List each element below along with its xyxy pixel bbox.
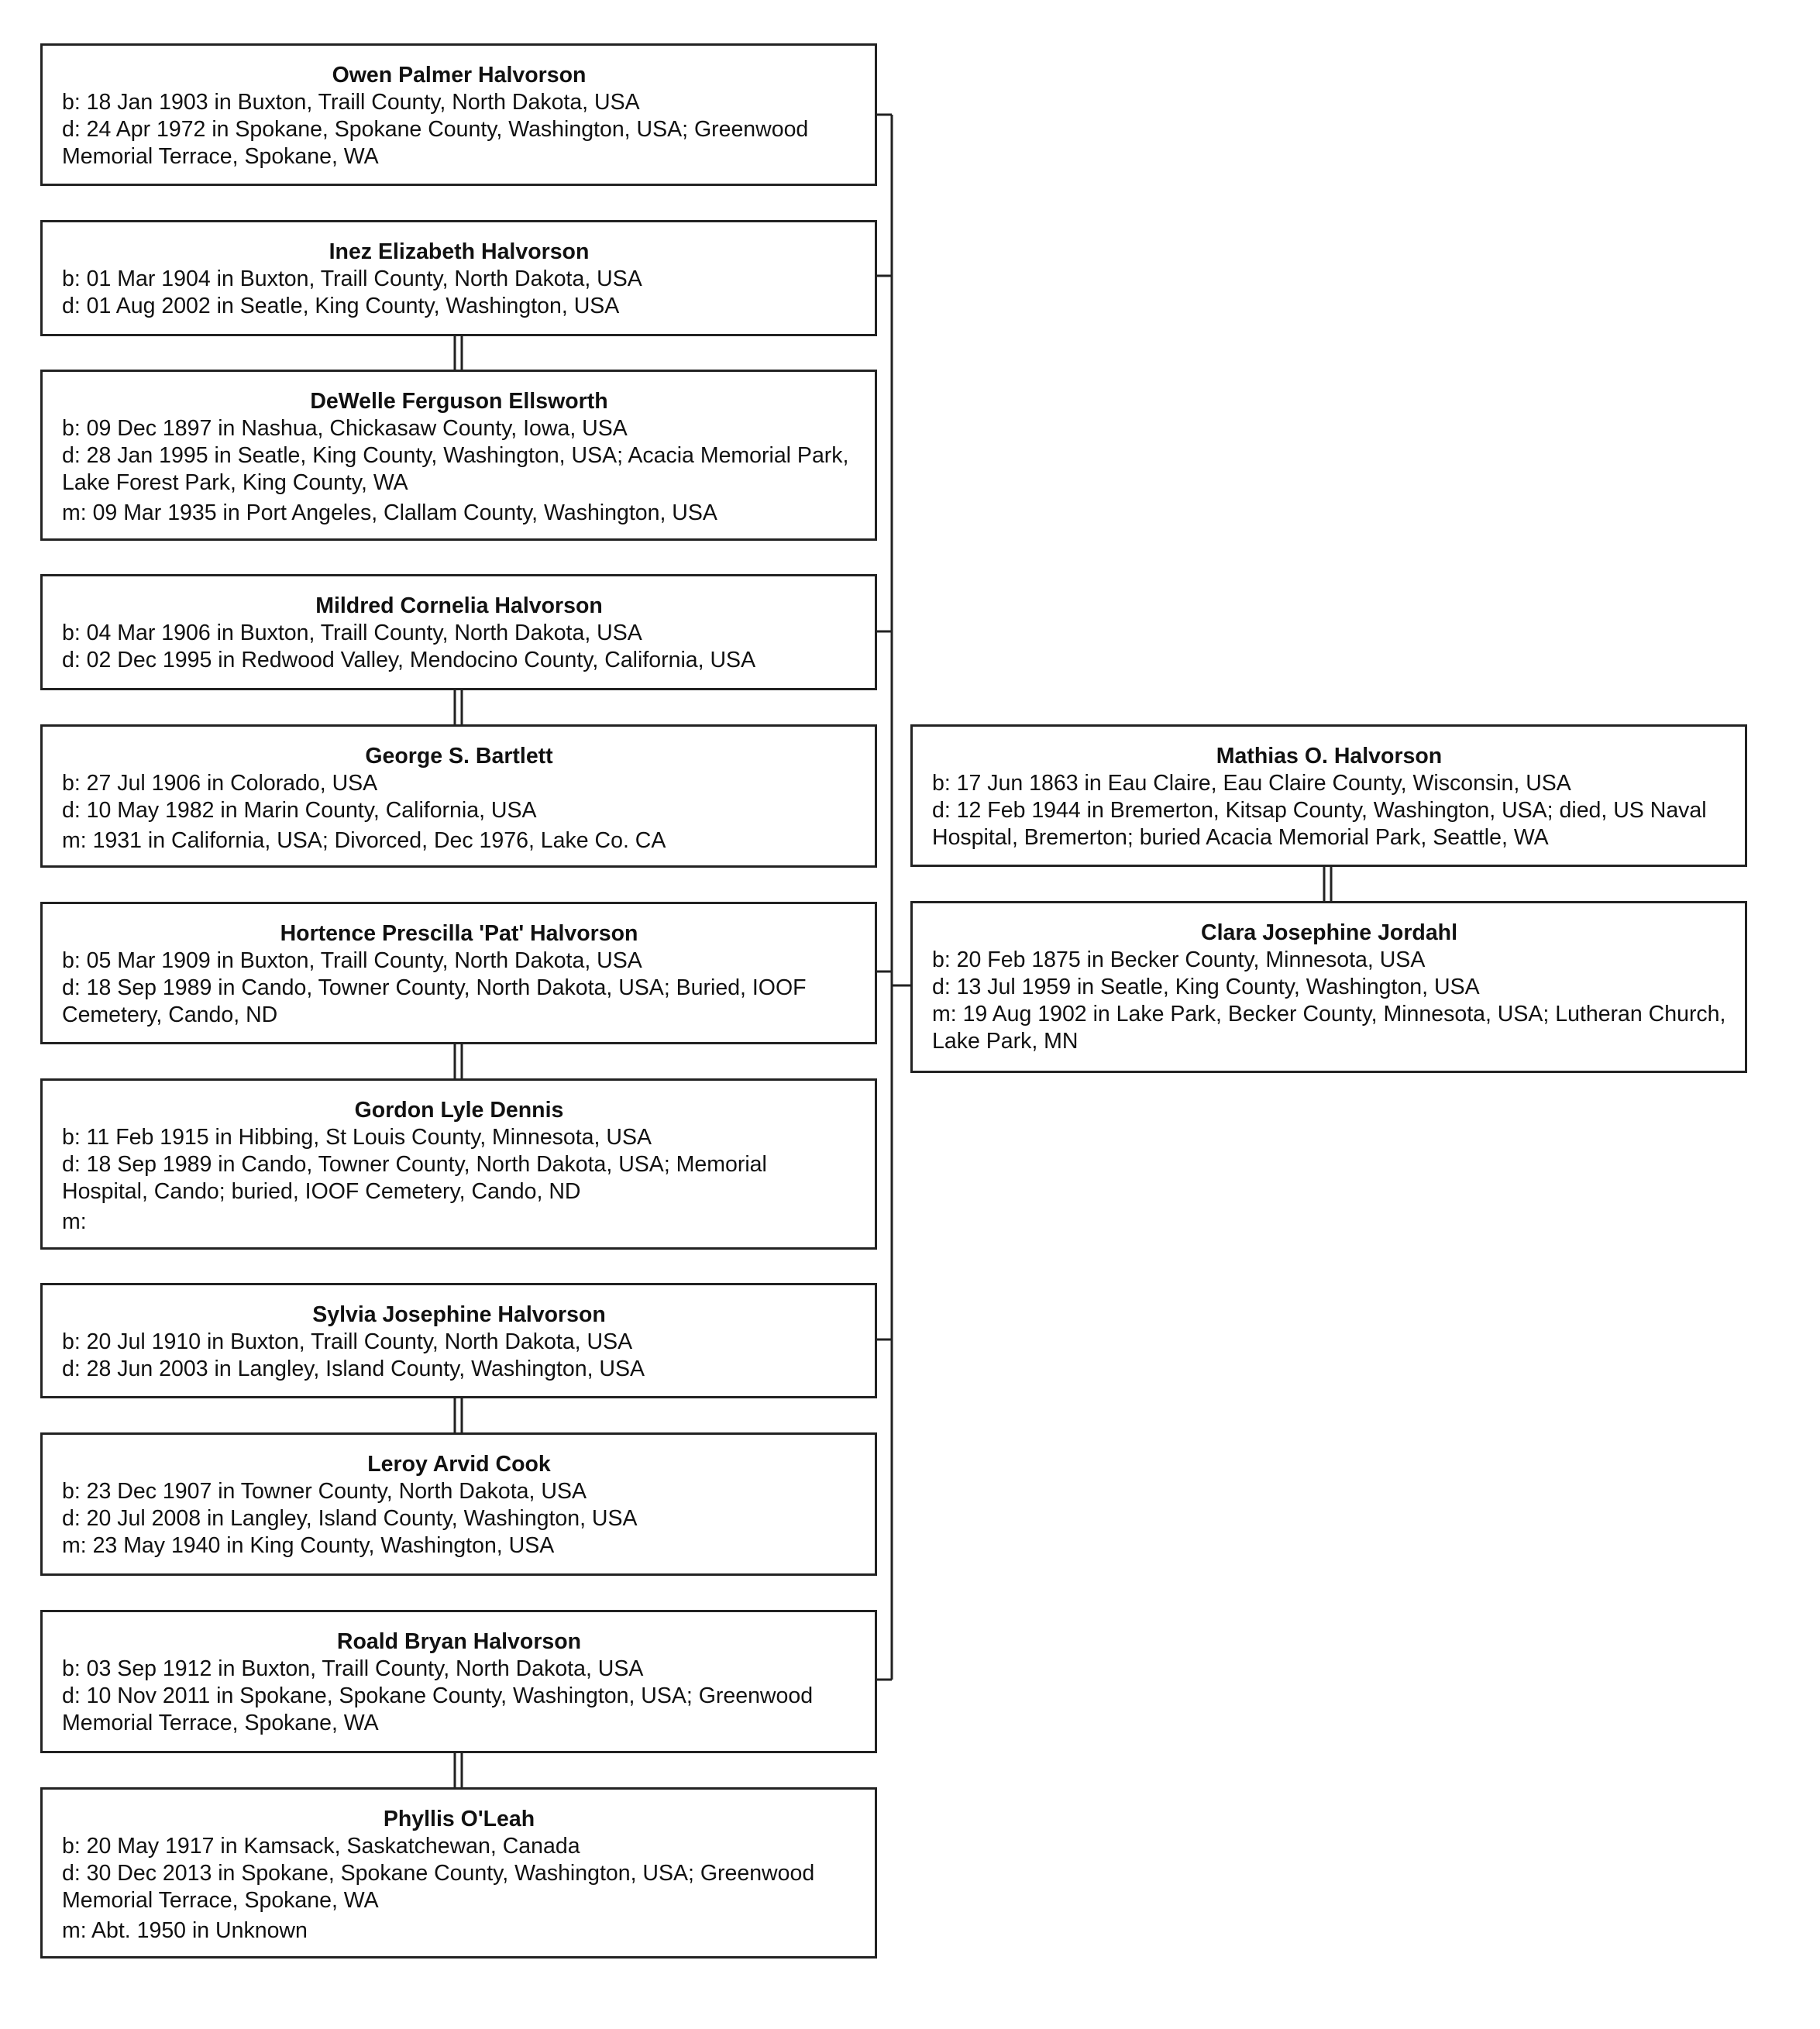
person-card-inez[interactable] [40,220,877,336]
person-name: George S. Bartlett [365,744,553,769]
death-info: d: 18 Sep 1989 in Cando, Towner County, North Dakota, USA; Buried, IOOF Cemetery, Cando, ND [62,975,813,1027]
birth-info: b: 20 Jul 1910 in Buxton, Traill County, North Dakota, USA [62,1329,633,1354]
birth-info: b: 01 Mar 1904 in Buxton, Traill County, North Dakota, USA [62,267,642,291]
birth-info: b: 11 Feb 1915 in Hibbing, St Louis County, Minnesota, USA [62,1125,652,1150]
birth-info: b: 18 Jan 1903 in Buxton, Traill County, North Dakota, USA [62,90,640,115]
person-name: Mildred Cornelia Halvorson [315,593,603,618]
spouse-card-dewelle[interactable] [40,370,877,541]
death-info: d: 02 Dec 1995 in Redwood Valley, Mendocino County, California, USA [62,648,756,672]
person-name: Phyllis O'Leah [383,1807,535,1831]
person-card-mildred[interactable] [40,574,877,690]
person-name: Inez Elizabeth Halvorson [329,239,590,264]
death-info: d: 10 May 1982 in Marin County, California, USA [62,798,537,823]
death-info: d: 12 Feb 1944 in Bremerton, Kitsap County, Washington, USA; died, US Naval Hospital, Bremerton; buried Acacia Memorial Park, Seattle, WA [932,798,1713,850]
person-name: Mathias O. Halvorson [1216,744,1443,769]
death-info: d: 28 Jan 1995 in Seatle, King County, Washington, USA; Acacia Memorial Park, Lake Forest Park, King County, WA [62,443,855,495]
death-info: d: 30 Dec 2013 in Spokane, Spokane County, Washington, USA; Greenwood Memorial Terrace, Spokane, WA [62,1861,821,1913]
death-info: d: 13 Jul 1959 in Seatle, King County, Washington, USA [932,975,1480,999]
person-name: Gordon Lyle Dennis [354,1098,564,1123]
marriage-info: m: 19 Aug 1902 in Lake Park, Becker County, Minnesota, USA; Lutheran Church, Lake Park, MN [932,1002,1732,1054]
death-info: d: 28 Jun 2003 in Langley, Island County, Washington, USA [62,1357,645,1381]
birth-info: b: 20 May 1917 in Kamsack, Saskatchewan, Canada [62,1834,580,1859]
death-info: d: 20 Jul 2008 in Langley, Island County, Washington, USA [62,1506,638,1531]
marriage-info: m: 1931 in California, USA; Divorced, Dec 1976, Lake Co. CA [62,828,666,853]
person-name: Roald Bryan Halvorson [336,1629,582,1654]
spouse-card-gordon[interactable] [40,1078,877,1250]
marriage-info: m: 09 Mar 1935 in Port Angeles, Clallam County, Washington, USA [62,500,717,525]
birth-info: b: 20 Feb 1875 in Becker County, Minnesota, USA [932,947,1426,972]
birth-info: b: 23 Dec 1907 in Towner County, North Dakota, USA [62,1479,587,1504]
birth-info: b: 04 Mar 1906 in Buxton, Traill County, North Dakota, USA [62,621,642,645]
marriage-info: m: Abt. 1950 in Unknown [62,1918,308,1943]
birth-info: b: 17 Jun 1863 in Eau Claire, Eau Claire County, Wisconsin, USA [932,771,1571,796]
person-card-roald[interactable] [40,1610,877,1753]
birth-info: b: 27 Jul 1906 in Colorado, USA [62,771,378,796]
person-card-sylvia[interactable] [40,1283,877,1398]
person-name: Clara Josephine Jordahl [1200,920,1458,945]
spouse-card-george[interactable] [40,724,877,868]
person-name: Leroy Arvid Cook [367,1452,551,1477]
spouse-card-leroy[interactable] [40,1432,877,1576]
person-name: Sylvia Josephine Halvorson [312,1302,606,1327]
death-info: d: 24 Apr 1972 in Spokane, Spokane County, Washington, USA; Greenwood Memorial Terrace, Spokane, WA [62,117,815,169]
marriage-info: m: [62,1209,87,1234]
spouse-card-phyllis[interactable] [40,1787,877,1959]
person-card-hortence[interactable] [40,902,877,1044]
birth-info: b: 05 Mar 1909 in Buxton, Traill County, North Dakota, USA [62,948,642,973]
parent-card-mother[interactable] [910,901,1747,1073]
death-info: d: 18 Sep 1989 in Cando, Towner County, North Dakota, USA; Memorial Hospital, Cando; buried, IOOF Cemetery, Cando, ND [62,1152,773,1204]
person-name: Owen Palmer Halvorson [332,63,587,88]
marriage-info: m: 23 May 1940 in King County, Washington, USA [62,1533,555,1558]
death-info: d: 10 Nov 2011 in Spokane, Spokane County, Washington, USA; Greenwood Memorial Terrace, Spokane, WA [62,1683,819,1735]
birth-info: b: 03 Sep 1912 in Buxton, Traill County, North Dakota, USA [62,1656,644,1681]
birth-info: b: 09 Dec 1897 in Nashua, Chickasaw County, Iowa, USA [62,416,628,441]
death-info: d: 01 Aug 2002 in Seatle, King County, Washington, USA [62,294,620,318]
person-name: Hortence Prescilla 'Pat' Halvorson [280,921,638,946]
person-card-owen[interactable] [40,43,877,186]
parent-card-father[interactable] [910,724,1747,867]
person-name: DeWelle Ferguson Ellsworth [310,389,608,414]
